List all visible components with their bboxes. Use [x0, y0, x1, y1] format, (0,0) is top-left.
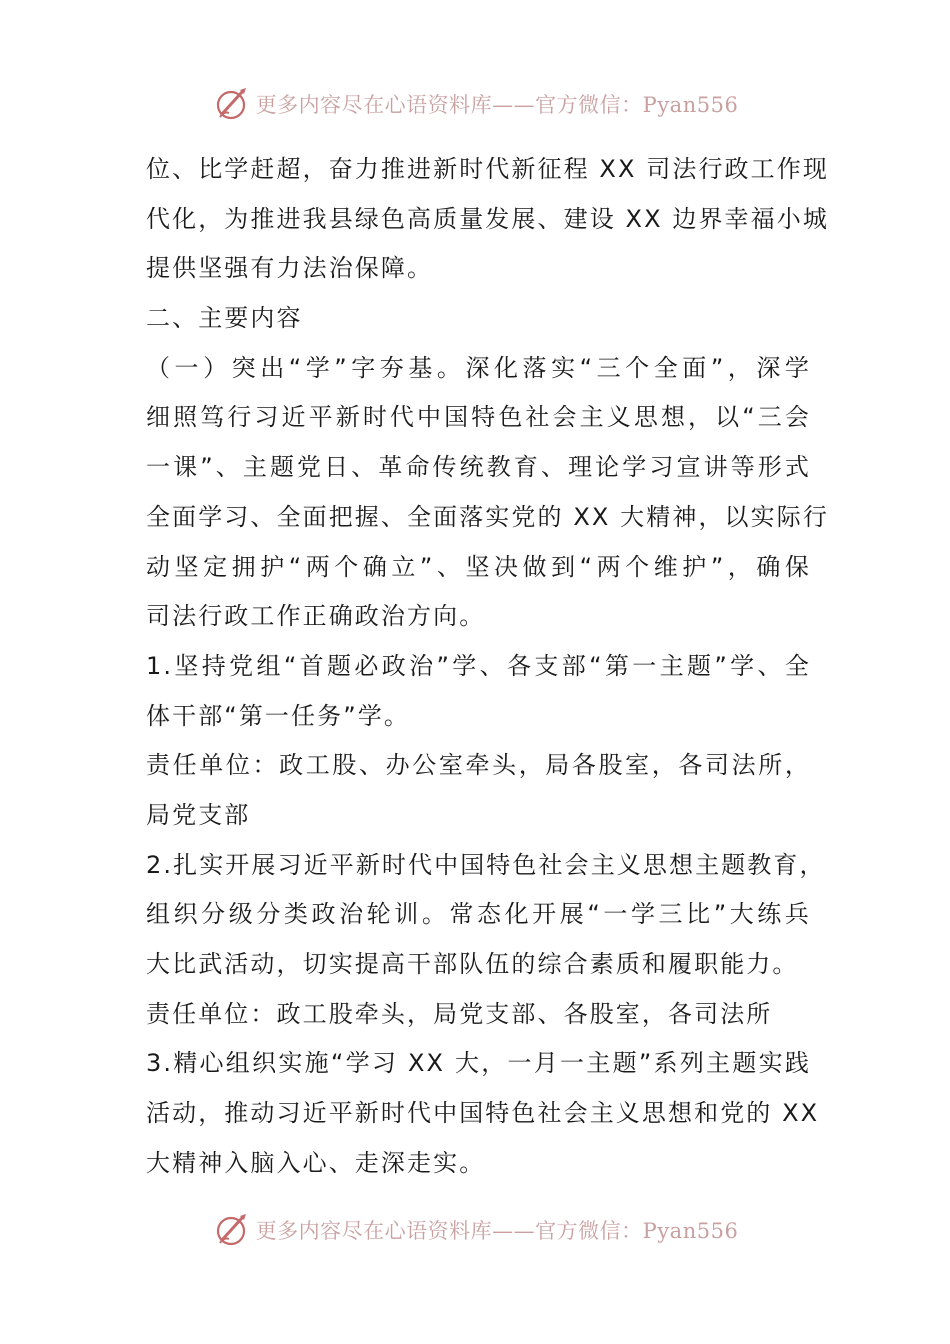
text-line: （一）突出“学”字夯基。深化落实“三个全面”，深学 [146, 353, 811, 382]
text-line: 大比武活动，切实提高干部队伍的综合素质和履职能力。 [146, 950, 799, 978]
text-line: 二、主要内容 [146, 304, 303, 333]
watermark-text: 更多内容尽在心语资料库——官方微信：Pyan556 [255, 93, 739, 117]
paragraph [146, 990, 811, 1040]
text-line: 局党支部 [146, 800, 251, 829]
text-line: 大精神入脑入心、走深走实。 [146, 1148, 486, 1177]
text-line: 体干部“第一任务”学。 [146, 701, 410, 730]
watermark-text: 更多内容尽在心语资料库——官方微信：Pyan556 [255, 1219, 739, 1243]
text-line: 提供坚强有力法治保障。 [146, 254, 434, 283]
paragraph [146, 841, 826, 990]
text-line: 责任单位：政工股牵头，局党支部、各股室，各司法所 [146, 999, 773, 1028]
paragraph [146, 642, 811, 741]
text-line: 2.扎实开展习近平新时代中国特色社会主义思想主题教育， [146, 850, 826, 879]
text-line: 代化，为推进我县绿色高质量发展、建设 XX 边界幸福小城 [146, 204, 829, 233]
text-line: 司法行政工作正确政治方向。 [146, 602, 486, 631]
paragraph [146, 145, 829, 294]
text-line: 全面学习、全面把握、全面落实党的 XX 大精神，以实际行 [146, 502, 829, 531]
text-line: 1.坚持党组“首题必政治”学、各支部“第一主题”学、全 [146, 651, 811, 680]
text-line: 组织分级分类政治轮训。常态化开展“一学三比”大练兵 [146, 900, 811, 929]
paragraph [146, 344, 829, 642]
paragraph [146, 741, 811, 840]
text-line: 3.精心组织实施“学习 XX 大，一月一主题”系列主题实践 [146, 1049, 811, 1078]
paragraph [146, 1039, 820, 1188]
text-line: 责任单位：政工股、办公室牵头，局各股室，各司法所， [146, 751, 811, 780]
text-line: 一课”、主题党日、革命传统教育、理论学习宣讲等形式 [146, 453, 811, 482]
paragraph [146, 294, 811, 344]
text-line: 位、比学赶超，奋力推进新时代新征程 XX 司法行政工作现 [146, 155, 829, 183]
watermark-header [0, 82, 950, 126]
pen-logo-icon [212, 1210, 252, 1250]
watermark-footer [0, 1208, 950, 1252]
text-line: 活动，推动习近平新时代中国特色社会主义思想和党的 XX [146, 1099, 820, 1128]
document-body [146, 145, 829, 1188]
text-line: 细照笃行习近平新时代中国特色社会主义思想，以“三会 [146, 403, 811, 432]
text-line: 动坚定拥护“两个确立”、坚决做到“两个维护”，确保 [146, 552, 811, 581]
pen-logo-icon [212, 84, 252, 124]
